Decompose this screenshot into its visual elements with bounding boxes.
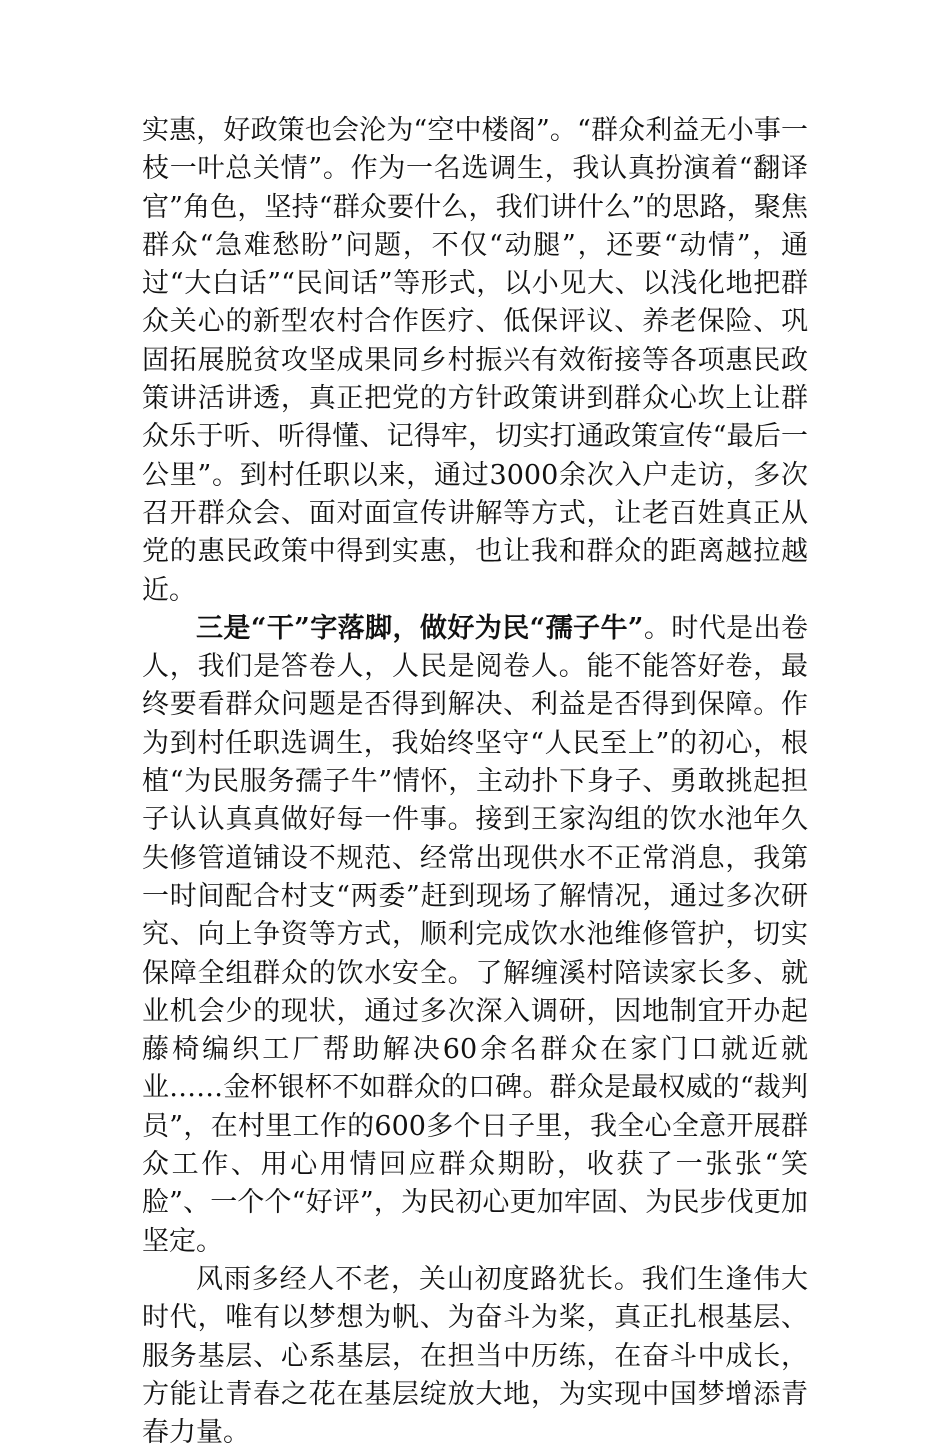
document-page [142, 112, 808, 1452]
paragraph-text: 。时代是出卷人，我们是答卷人，人民是阅卷人。能不能答好卷，最终要看群众问题是否得到解决、利益是否得到保障。作为到村任职选调生，我始终坚守“人民至上”的初心，根植“为民服务孺子牛”情怀，主动扑下身子、勇敢挑起担子认认真真做好每一件事。接到王家沟组的饮水池年久失修管道铺设不规范、经常出现供水不正常消息，我第一时间配合村支“两委”赶到现场了解情况，通过多次研究、向上争资等方式，顺利完成饮水池维修管护，切实保障全组群众的饮水安全。了解缠溪村陪读家长多、就业机会少的现状，通过多次深入调研，因地制宜开办起藤椅编织工厂帮助解决60余名群众在家门口就近就业……金杯银杯不如群众的口碑。群众是最权威的“裁判员”，在村里工作的600多个日子里，我全心全意开展群众工作、用心用情回应群众期盼，收获了一张张“笑脸”、一个个“好评”，为民初心更加牢固、为民步伐更加坚定。 [142, 612, 808, 1257]
paragraph-text: 风雨多经人不老，关山初度路犹长。我们生逢伟大时代，唯有以梦想为帆、为奋斗为桨，真正扎根基层、服务基层、心系基层，在担当中历练，在奋斗中成长，方能让青春之花在基层绽放大地，为实现中国梦增添青春力量。 [142, 1263, 808, 1449]
body-paragraph-3 [142, 1261, 808, 1452]
body-paragraph-2 [142, 610, 808, 1261]
paragraph-text: 实惠，好政策也会沦为“空中楼阁”。“群众利益无小事一枝一叶总关情”。作为一名选调生，我认真扮演着“翻译官”角色，坚持“群众要什么，我们讲什么”的思路，聚焦群众“急难愁盼”问题，不仅“动腿”，还要“动情”，通过“大白话”“民间话”等形式，以小见大、以浅化地把群众关心的新型农村合作医疗、低保评议、养老保险、巩固拓展脱贫攻坚成果同乡村振兴有效衔接等各项惠民政策讲活讲透，真正把党的方针政策讲到群众心坎上让群众乐于听、听得懂、记得牢，切实打通政策宣传“最后一公里”。到村任职以来，通过3000余次入户走访，多次召开群众会、面对面宣传讲解等方式，让老百姓真正从党的惠民政策中得到实惠，也让我和群众的距离越拉越近。 [142, 115, 808, 606]
body-paragraph-1 [142, 112, 808, 610]
section-heading-lead: 三是“干”字落脚，做好为民“孺子牛” [196, 612, 644, 644]
